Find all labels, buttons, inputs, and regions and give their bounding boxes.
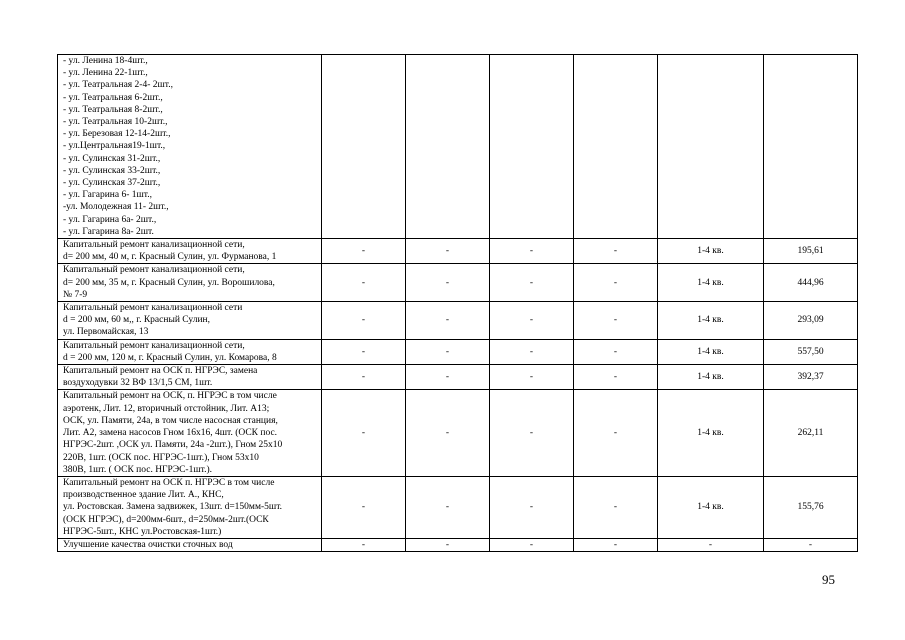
column-4-value: - bbox=[574, 339, 658, 364]
street-line: - ул. Театральная 8-2шт., bbox=[63, 104, 163, 115]
street-line: - ул. Театральная 10-2шт., bbox=[63, 117, 168, 128]
column-3-value: - bbox=[490, 239, 574, 264]
street-line: - ул. Гагарина 6а- 2шт., bbox=[63, 214, 157, 225]
amount-value: 195,61 bbox=[764, 239, 858, 264]
description-line: производственное здание Лит. А., КНС, bbox=[63, 490, 224, 501]
column-4-value: - bbox=[574, 264, 658, 302]
column-2-value: - bbox=[406, 390, 490, 476]
description-line: Капитальный ремонт канализационной сети bbox=[63, 303, 243, 314]
column-3-value: - bbox=[490, 302, 574, 340]
page-number: 95 bbox=[822, 572, 835, 587]
period-value: 1-4 кв. bbox=[658, 339, 764, 364]
column-1-value: - bbox=[322, 339, 406, 364]
table-row bbox=[58, 365, 858, 390]
description-line: Капитальный ремонт канализационной сети, bbox=[63, 340, 245, 351]
column-1-value: - bbox=[322, 239, 406, 264]
description-cell bbox=[58, 264, 322, 302]
amount-value: 293,09 bbox=[764, 302, 858, 340]
period-value: 1-4 кв. bbox=[658, 390, 764, 476]
table-row bbox=[58, 476, 858, 538]
description-line: НГРЭС-5шт., КНС ул.Ростовская-1шт.) bbox=[63, 526, 222, 537]
street-line: - ул. Ленина 22-1шт., bbox=[63, 68, 148, 79]
description-line: 380В, 1шт. ( ОСК пос. НГРЭС-1шт.). bbox=[63, 464, 213, 475]
description-line: Улучшение качества очистки сточных вод bbox=[63, 539, 233, 550]
description-line: ул. Ростовская. Замена задвижек, 13шт. d=150мм-5шт. bbox=[63, 502, 283, 513]
description-line: воздуходувки 32 ВФ 13/1,5 СМ, 1шт. bbox=[63, 378, 213, 389]
column-4-value: - bbox=[574, 390, 658, 476]
description-line: Капитальный ремонт канализационной сети, bbox=[63, 240, 245, 251]
street-line: - ул. Ленина 18-4шт., bbox=[63, 56, 148, 66]
column-4-value: - bbox=[574, 239, 658, 264]
column-4-value: - bbox=[574, 365, 658, 390]
table-row bbox=[58, 239, 858, 264]
description-line: Капитальный ремонт канализационной сети, bbox=[63, 265, 245, 276]
street-line: - ул. Театральная 6-2шт., bbox=[63, 92, 163, 103]
period-value: 1-4 кв. bbox=[658, 264, 764, 302]
description-line: Капитальный ремонт на ОСК, п. НГРЭС в том числе bbox=[63, 391, 277, 402]
description-cell bbox=[58, 538, 322, 551]
amount-value: 262,11 bbox=[764, 390, 858, 476]
table-row bbox=[58, 55, 858, 239]
street-line: - ул. Театральная 2-4- 2шт., bbox=[63, 80, 173, 91]
description-cell bbox=[58, 476, 322, 538]
description-line: Капитальный ремонт на ОСК п. НГРЭС, замена bbox=[63, 366, 258, 377]
amount-value: 155,76 bbox=[764, 476, 858, 538]
column-2-value: - bbox=[406, 239, 490, 264]
amount-value: 557,50 bbox=[764, 339, 858, 364]
empty-cell bbox=[574, 55, 658, 239]
description-cell bbox=[58, 390, 322, 476]
description-line: НГРЭС-2шт. ,ОСК ул. Памяти, 24а -2шт.), Гном 25х10 bbox=[63, 440, 283, 451]
description-line: Лит. А2, замена насосов Гном 16х16, 4шт. (ОСК пос. bbox=[63, 428, 278, 439]
document-table bbox=[57, 54, 858, 552]
column-3-value: - bbox=[490, 476, 574, 538]
column-4-value: - bbox=[574, 538, 658, 551]
description-line: ул. Первомайская, 13 bbox=[63, 327, 149, 338]
table-row bbox=[58, 390, 858, 476]
description-cell bbox=[58, 302, 322, 340]
period-value: 1-4 кв. bbox=[658, 302, 764, 340]
description-line: d= 200 мм, 40 м, г. Красный Сулин, ул. Фурманова, 1 bbox=[63, 252, 277, 263]
street-line: -ул. Молодежная 11- 2шт., bbox=[63, 202, 169, 213]
column-3-value: - bbox=[490, 339, 574, 364]
empty-cell bbox=[406, 55, 490, 239]
column-2-value: - bbox=[406, 538, 490, 551]
description-line: ОСК, ул. Памяти, 24а, в том числе насосная станция, bbox=[63, 415, 278, 426]
column-1-value: - bbox=[322, 476, 406, 538]
column-3-value: - bbox=[490, 264, 574, 302]
description-cell bbox=[58, 239, 322, 264]
column-2-value: - bbox=[406, 476, 490, 538]
column-1-value: - bbox=[322, 365, 406, 390]
description-line: аэротенк, Лит. 12, вторичный отстойник, Лит. А13; bbox=[63, 403, 270, 414]
amount-value: 392,37 bbox=[764, 365, 858, 390]
street-line: - ул. Сулинская 37-2шт., bbox=[63, 178, 161, 189]
description-line: d = 200 мм, 60 м,, г. Красный Сулин, bbox=[63, 315, 211, 326]
empty-cell bbox=[658, 55, 764, 239]
table-row bbox=[58, 339, 858, 364]
column-3-value: - bbox=[490, 390, 574, 476]
street-line: - ул. Сулинская 33-2шт., bbox=[63, 165, 161, 176]
column-2-value: - bbox=[406, 264, 490, 302]
column-1-value: - bbox=[322, 302, 406, 340]
street-line: - ул. Гагарина 8а- 2шт. bbox=[63, 226, 154, 237]
column-4-value: - bbox=[574, 476, 658, 538]
column-3-value: - bbox=[490, 365, 574, 390]
description-line: 220В, 1шт. (ОСК пос. НГРЭС-1шт.), Гном 53х10 bbox=[63, 452, 259, 463]
description-line: № 7-9 bbox=[63, 289, 88, 300]
column-1-value: - bbox=[322, 538, 406, 551]
street-line: - ул. Гагарина 6- 1шт., bbox=[63, 190, 152, 201]
street-line: - ул.Центральная19-1шт., bbox=[63, 141, 166, 152]
column-1-value: - bbox=[322, 390, 406, 476]
table-row bbox=[58, 538, 858, 551]
description-line: (ОСК НГРЭС), d=200мм-6шт., d=250мм-2шт.(ОСК bbox=[63, 514, 269, 525]
column-2-value: - bbox=[406, 302, 490, 340]
period-value: - bbox=[658, 538, 764, 551]
column-2-value: - bbox=[406, 365, 490, 390]
amount-value: 444,96 bbox=[764, 264, 858, 302]
empty-cell bbox=[764, 55, 858, 239]
period-value: 1-4 кв. bbox=[658, 239, 764, 264]
empty-cell bbox=[490, 55, 574, 239]
amount-value: - bbox=[764, 538, 858, 551]
column-4-value: - bbox=[574, 302, 658, 340]
table-row bbox=[58, 302, 858, 340]
description-cell bbox=[58, 365, 322, 390]
street-line: - ул. Березовая 12-14-2шт., bbox=[63, 129, 171, 140]
description-line: d= 200 мм, 35 м, г. Красный Сулин, ул. Ворошилова, bbox=[63, 277, 275, 288]
street-list-cell bbox=[58, 55, 322, 239]
street-line: - ул. Сулинская 31-2шт., bbox=[63, 153, 161, 164]
empty-cell bbox=[322, 55, 406, 239]
table-row bbox=[58, 264, 858, 302]
column-1-value: - bbox=[322, 264, 406, 302]
description-line: Капитальный ремонт на ОСК п. НГРЭС в том числе bbox=[63, 477, 275, 488]
column-2-value: - bbox=[406, 339, 490, 364]
column-3-value: - bbox=[490, 538, 574, 551]
period-value: 1-4 кв. bbox=[658, 365, 764, 390]
description-cell bbox=[58, 339, 322, 364]
period-value: 1-4 кв. bbox=[658, 476, 764, 538]
description-line: d = 200 мм, 120 м, г. Красный Сулин, ул. Комарова, 8 bbox=[63, 352, 277, 363]
